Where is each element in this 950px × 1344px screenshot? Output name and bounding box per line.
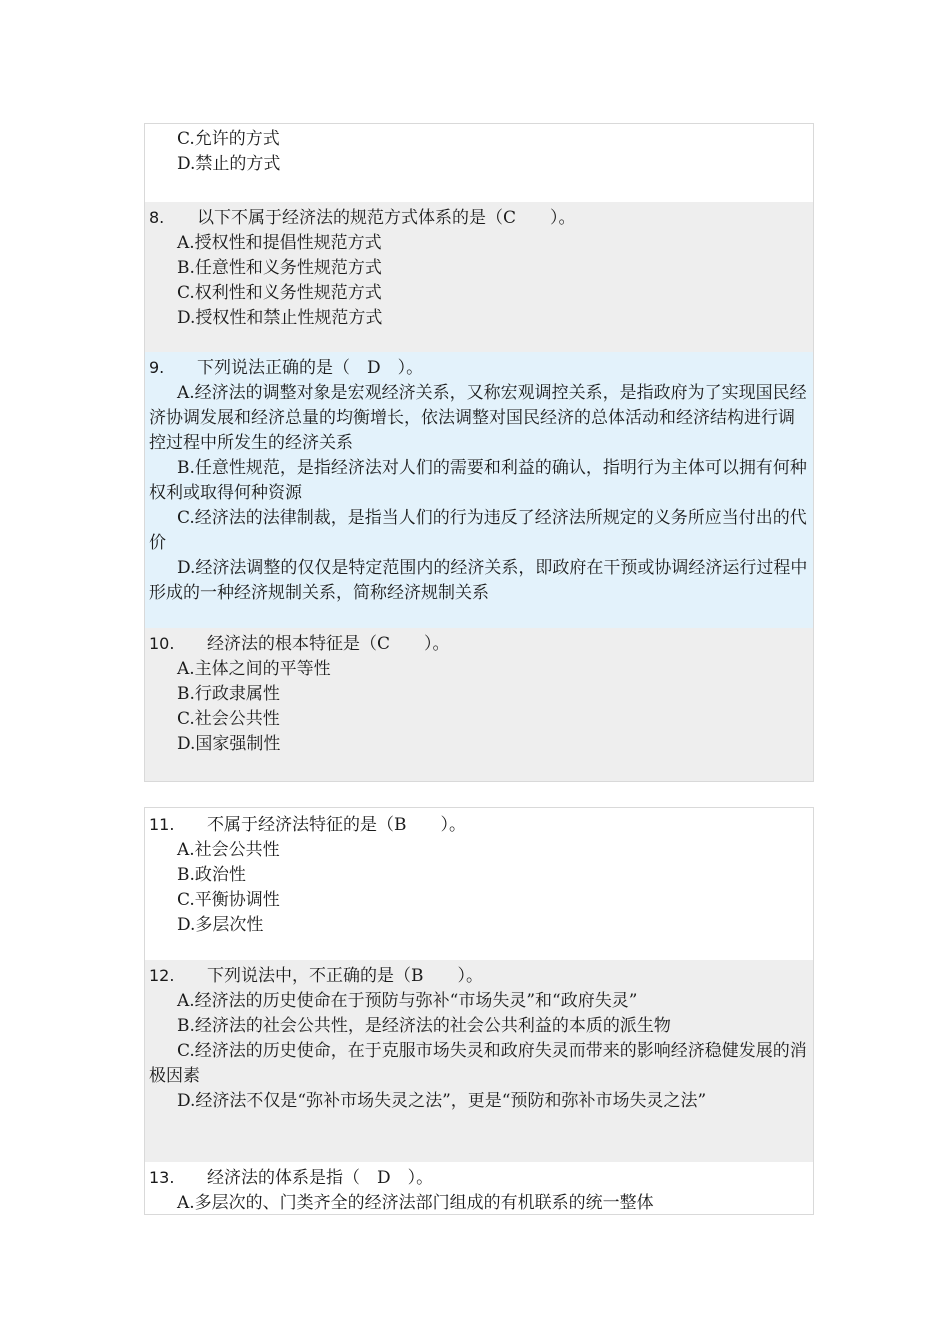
question-9: [145, 352, 813, 628]
option-a: A.主体之间的平等性: [177, 659, 331, 679]
question-head: [149, 355, 809, 381]
option-b: B.政治性: [177, 865, 246, 885]
question-number: 8.: [149, 208, 165, 227]
question-card-2: [144, 807, 814, 1215]
option-d: D.授权性和禁止性规范方式: [177, 308, 383, 328]
question-text: 下列说法中，不正确的是（B ）。: [207, 966, 483, 986]
option-c: C.社会公共性: [177, 709, 280, 729]
question-head: [149, 205, 809, 231]
question-10: [145, 628, 813, 781]
option-c: C.经济法的法律制裁，是指当人们的行为违反了经济法所规定的义务所应当付出的代价: [149, 508, 807, 553]
question-text: 下列说法正确的是（ D ）。: [197, 358, 424, 378]
option-d: D.禁止的方式: [177, 154, 281, 174]
option-a: A.经济法的历史使命在于预防与弥补“市场失灵”和“政府失灵”: [177, 991, 638, 1011]
question-number: 12.: [149, 966, 175, 985]
question-11: [145, 808, 813, 960]
option-a: A.社会公共性: [177, 840, 280, 860]
question-head: [149, 631, 809, 657]
question-text: 经济法的根本特征是（C ）。: [207, 634, 450, 654]
question-head: [149, 963, 809, 989]
option-c: C.允许的方式: [177, 129, 280, 149]
question-12: [145, 960, 813, 1162]
question-7-tail: [145, 124, 813, 202]
question-13: [145, 1162, 813, 1214]
question-text: 经济法的体系是指（ D ）。: [207, 1168, 434, 1188]
question-8: [145, 202, 813, 352]
question-text: 不属于经济法特征的是（B ）。: [207, 815, 466, 835]
option-b: B.行政隶属性: [177, 684, 280, 704]
option-a: A.授权性和提倡性规范方式: [177, 233, 382, 253]
option-d: D.多层次性: [177, 915, 264, 935]
option-b: B.经济法的社会公共性，是经济法的社会公共利益的本质的派生物: [177, 1016, 671, 1036]
option-c: C.平衡协调性: [177, 890, 280, 910]
option-c: C.权利性和义务性规范方式: [177, 283, 382, 303]
question-text: 以下不属于经济法的规范方式体系的是（C ）。: [197, 208, 576, 228]
option-c: C.经济法的历史使命，在于克服市场失灵和政府失灵而带来的影响经济稳健发展的消极因素: [149, 1041, 807, 1086]
question-head: [149, 812, 809, 838]
option-d: D.国家强制性: [177, 734, 281, 754]
question-card-1: [144, 123, 814, 782]
option-d: D.经济法调整的仅仅是特定范围内的经济关系，即政府在干预或协调经济运行过程中形成的一种经济规制关系，简称经济规制关系: [149, 558, 808, 603]
option-a: A.多层次的、门类齐全的经济法部门组成的有机联系的统一整体: [177, 1193, 654, 1213]
question-head: [149, 1165, 809, 1191]
question-number: 9.: [149, 358, 165, 377]
question-number: 13.: [149, 1168, 175, 1187]
option-d: D.经济法不仅是“弥补市场失灵之法”，更是“预防和弥补市场失灵之法”: [177, 1091, 707, 1111]
option-b: B.任意性规范，是指经济法对人们的需要和利益的确认，指明行为主体可以拥有何种权利或取得何种资源: [149, 458, 807, 503]
option-a: A.经济法的调整对象是宏观经济关系，又称宏观调控关系，是指政府为了实现国民经济协调发展和经济总量的均衡增长，依法调整对国民经济的总体活动和经济结构进行调控过程中所发生的经济关系: [149, 383, 807, 453]
question-number: 10.: [149, 634, 175, 653]
question-number: 11.: [149, 815, 175, 834]
option-b: B.任意性和义务性规范方式: [177, 258, 382, 278]
